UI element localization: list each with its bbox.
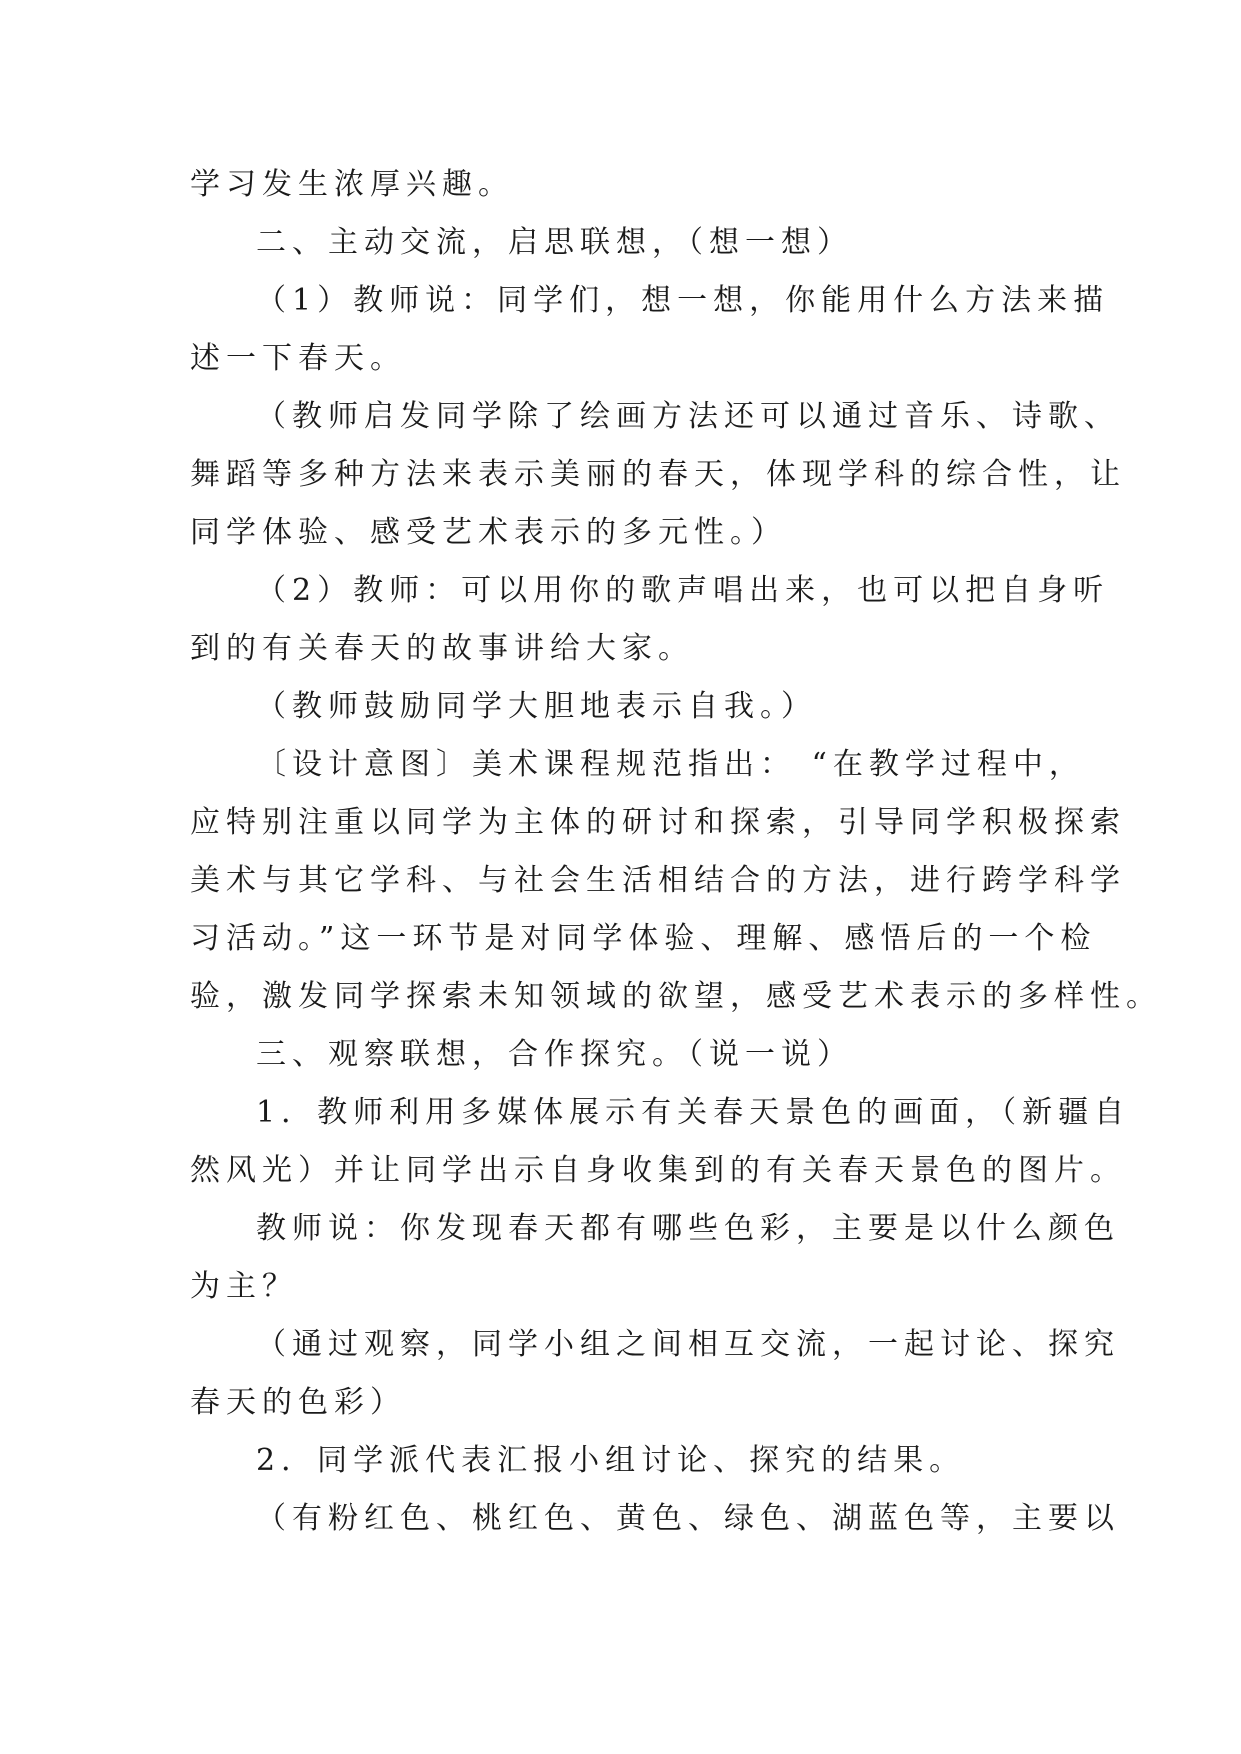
text-line: 教师说：你发现春天都有哪些色彩，主要是以什么颜色 (256, 1211, 1120, 1246)
text-line: 习活动。”这一环节是对同学体验、理解、感悟后的一个检 (190, 921, 1097, 956)
text-line: （有粉红色、桃红色、黄色、绿色、湖蓝色等，主要以 (256, 1501, 1120, 1536)
text-line: 同学体验、感受艺术表示的多元性。） (190, 515, 787, 550)
text-line: （通过观察，同学小组之间相互交流，一起讨论、探究 (256, 1327, 1120, 1362)
text-line: 〔设计意图〕美术课程规范指出： “在教学过程中， (256, 747, 1085, 782)
text-line: 2．同学派代表汇报小组讨论、探究的结果。 (256, 1443, 966, 1478)
text-line: 学习发生浓厚兴趣。 (190, 167, 514, 202)
section-heading: 二、主动交流，启思联想，（想一想） (256, 225, 853, 260)
text-line: （教师鼓励同学大胆地表示自我。） (256, 689, 817, 724)
text-line: 舞蹈等多种方法来表示美丽的春天，体现学科的综合性，让 (190, 457, 1126, 492)
text-line: （教师启发同学除了绘画方法还可以通过音乐、诗歌、 (256, 399, 1120, 434)
section-heading: 三、观察联想，合作探究。（说一说） (256, 1037, 853, 1072)
text-line: 应特别注重以同学为主体的研讨和探索，引导同学积极探索 (190, 805, 1126, 840)
text-line: 述一下春天。 (190, 341, 406, 376)
text-line: （1）教师说：同学们，想一想，你能用什么方法来描 (256, 283, 1110, 318)
text-line: 为主？ (190, 1269, 298, 1304)
text-line: 验，激发同学探索未知领域的欲望，感受艺术表示的多样性。 (190, 979, 1162, 1014)
text-line: 到的有关春天的故事讲给大家。 (190, 631, 694, 666)
text-line: 然风光）并让同学出示自身收集到的有关春天景色的图片。 (190, 1153, 1126, 1188)
text-line: 春天的色彩） (190, 1385, 406, 1420)
text-line: 美术与其它学科、与社会生活相结合的方法，进行跨学科学 (190, 863, 1126, 898)
text-line: （2）教师：可以用你的歌声唱出来，也可以把自身听 (256, 573, 1110, 608)
text-line: 1．教师利用多媒体展示有关春天景色的画面，（新疆自 (256, 1095, 1131, 1130)
